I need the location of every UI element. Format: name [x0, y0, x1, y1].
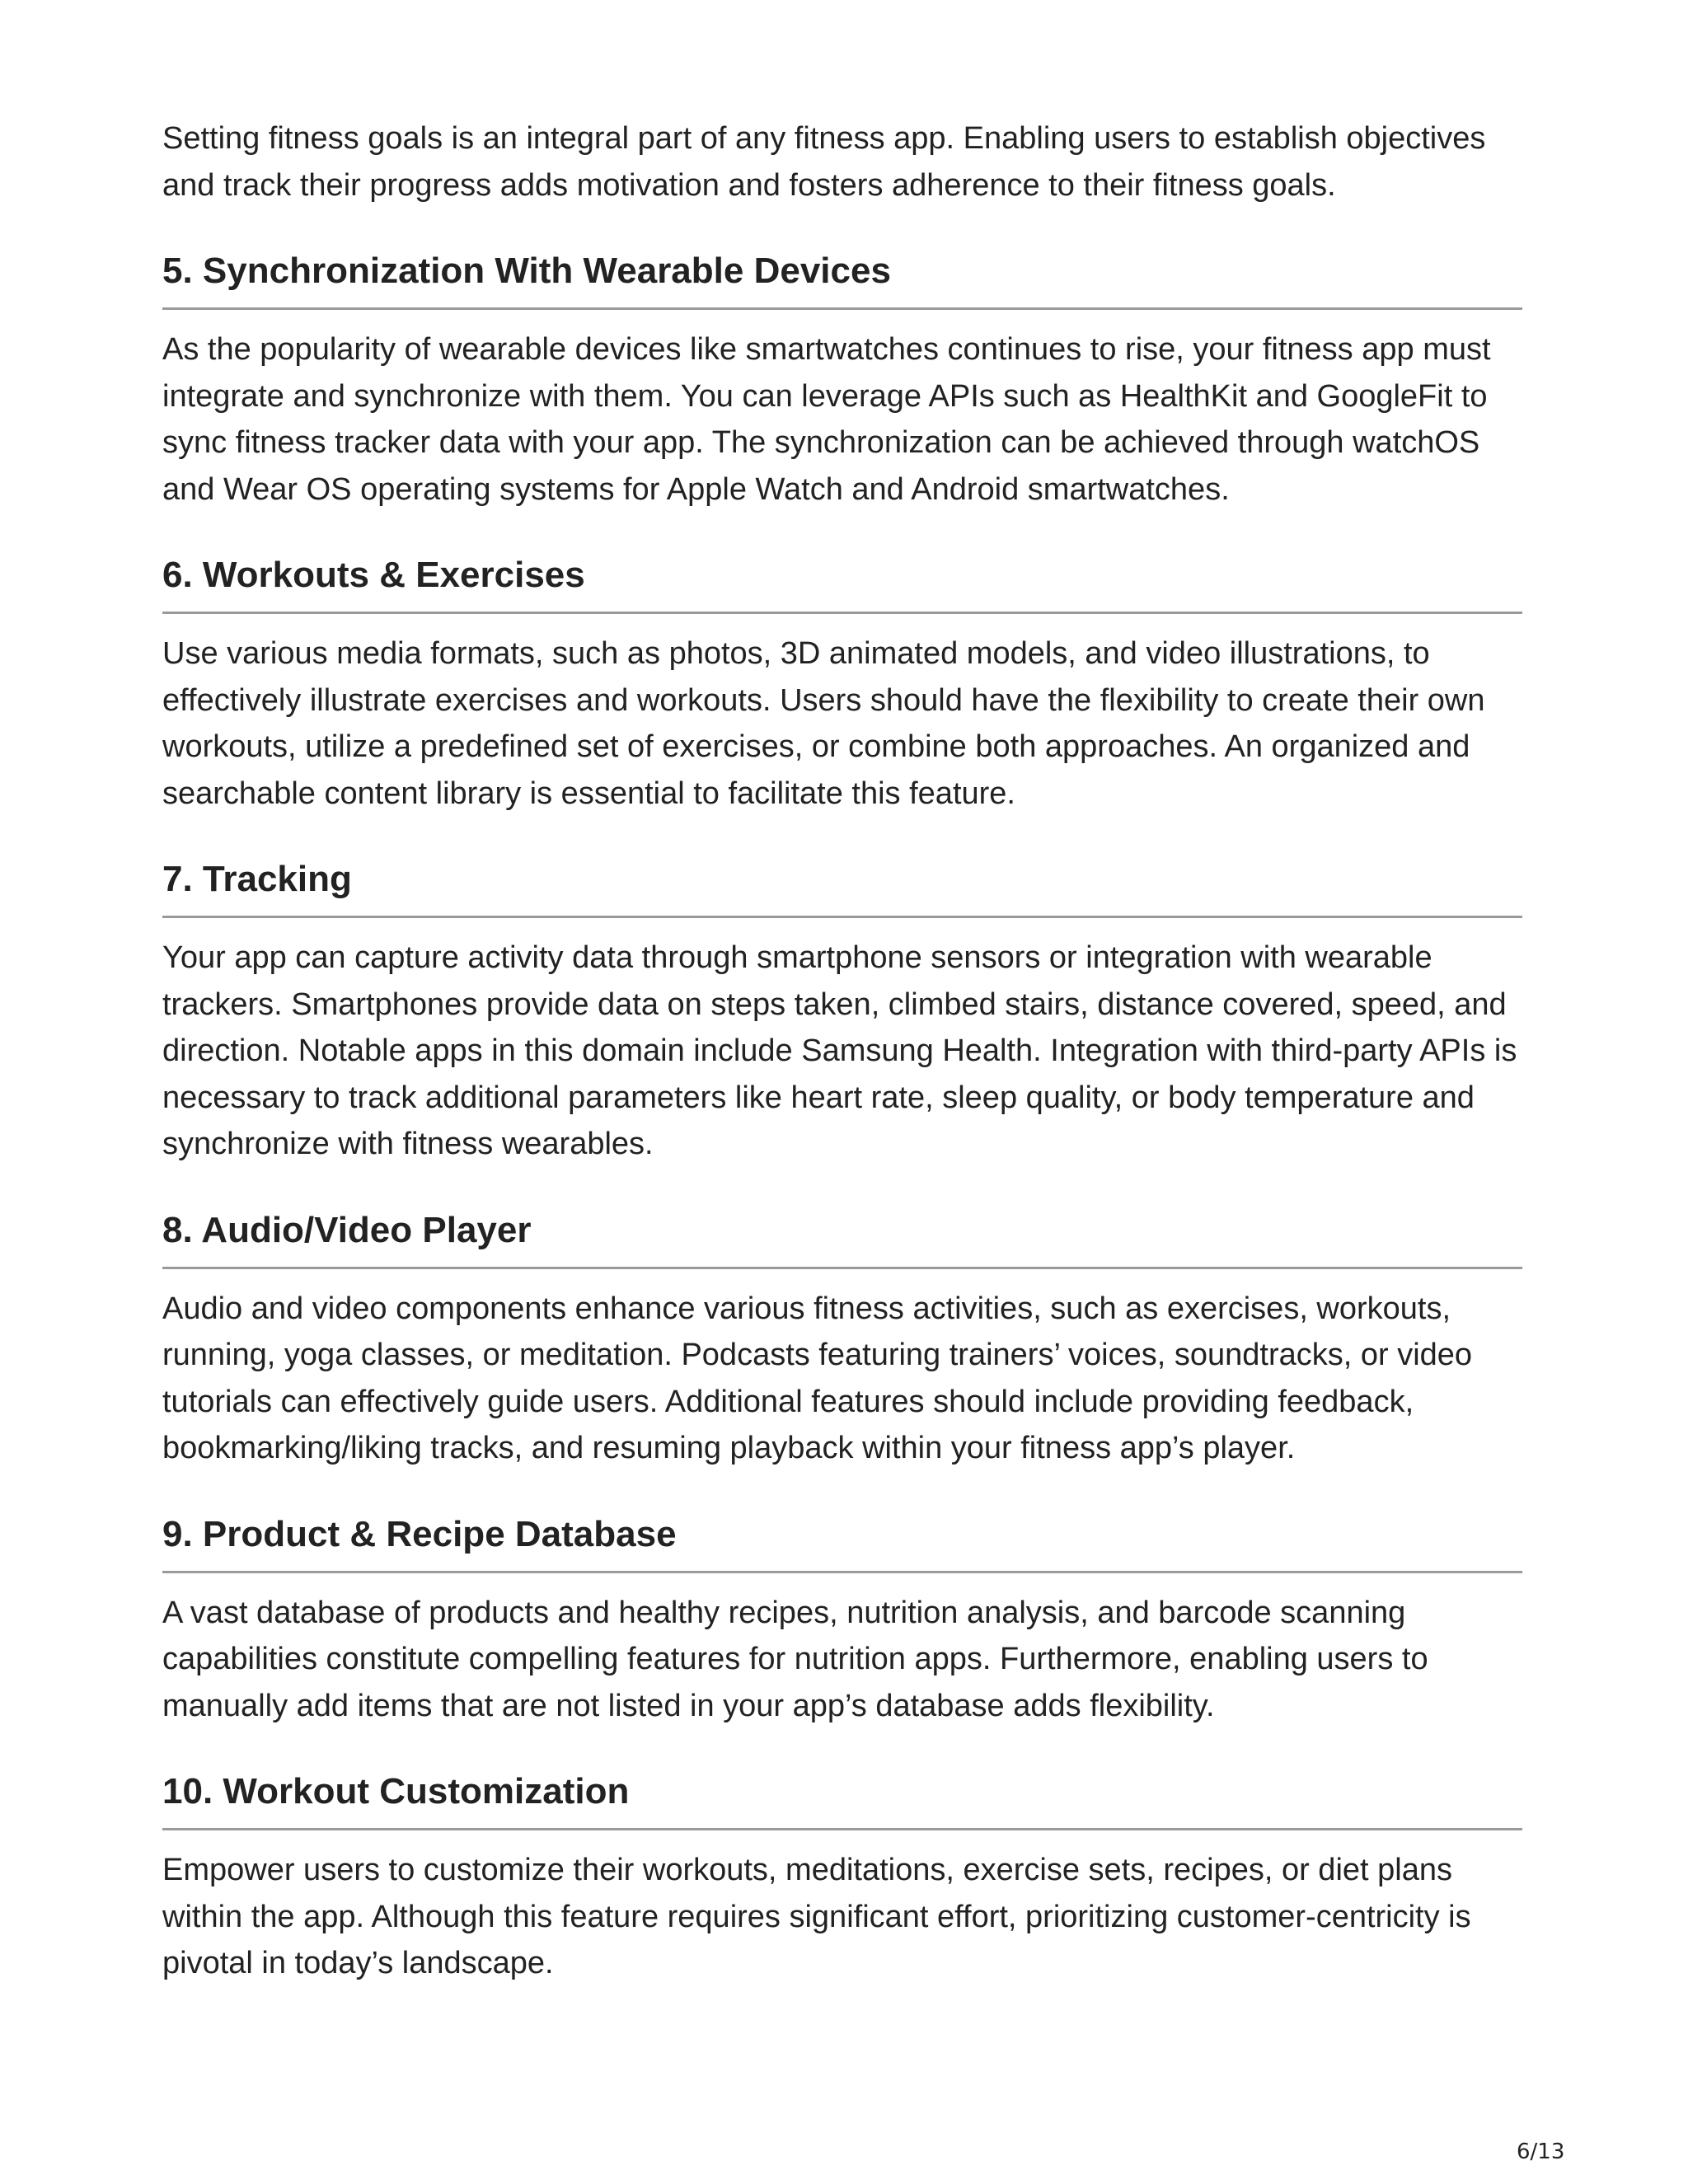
section-heading-wearable-sync: 5. Synchronization With Wearable Devices — [162, 248, 1522, 310]
section-body-workouts-exercises: Use various media formats, such as photos, 3D animated models, and video illustrations, to effectively illustrate exercises and workouts. Users should have the flexibility to create their own workouts, utilize a predefined set of exercises, or combine both approaches. An organized and searchable content library is essential to facilitate this feature. — [162, 636, 1485, 811]
article-content — [162, 115, 1522, 1987]
section-body-audio-video-player: Audio and video components enhance various fitness activities, such as exercises, workouts, running, yoga classes, or meditation. Podcasts featuring trainers’ voices, soundtracks, or video tutorials can effectively guide users. Additional features should include providing feedback, bookmarking/liking tracks, and resuming playback within your fitness app’s player. — [162, 1291, 1473, 1465]
intro-paragraph: Setting fitness goals is an integral part of any fitness app. Enabling users to establish objectives and track their progress adds motivation and fosters adherence to their fitness goals. — [162, 121, 1486, 203]
section-heading-workout-customization: 10. Workout Customization — [162, 1769, 1522, 1830]
section-heading-audio-video-player: 8. Audio/Video Player — [162, 1207, 1522, 1269]
section-body-workout-customization: Empower users to customize their workouts, meditations, exercise sets, recipes, or diet plans within the app. Although this feature requires significant effort, prioritizing customer-centricity is pivotal in today’s landscape. — [162, 1853, 1471, 1980]
section-heading-product-recipe-database: 9. Product & Recipe Database — [162, 1511, 1522, 1573]
section-body-tracking: Your app can capture activity data through smartphone sensors or integration with wearable trackers. Smartphones provide data on steps taken, climbed stairs, distance covered, speed, and direction. Notable apps in this domain include Samsung Health. Integration with third-party APIs is necessary to track additional parameters like heart rate, sleep quality, or body temperature and synchronize with fitness wearables. — [162, 940, 1517, 1161]
section-heading-tracking: 7. Tracking — [162, 856, 1522, 918]
section-body-product-recipe-database: A vast database of products and healthy recipes, nutrition analysis, and barcode scanning capabilities constitute compelling features for nutrition apps. Furthermore, enabling users to manually add items that are not listed in your app’s database adds flexibility. — [162, 1595, 1428, 1723]
section-body-wearable-sync: As the popularity of wearable devices like smartwatches continues to rise, your fitness app must integrate and synchronize with them. You can leverage APIs such as HealthKit and GoogleFit to sync fitness tracker data with your app. The synchronization can be achieved through watchOS and Wear OS operating systems for Apple Watch and Android smartwatches. — [162, 332, 1491, 507]
page-number: 6/13 — [1517, 2139, 1565, 2164]
section-heading-workouts-exercises: 6. Workouts & Exercises — [162, 552, 1522, 614]
